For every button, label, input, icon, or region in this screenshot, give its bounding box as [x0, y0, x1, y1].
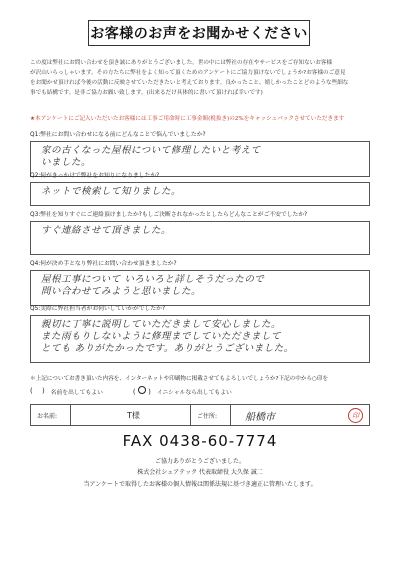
- option-label: 名前を出してもよい: [50, 389, 103, 396]
- empty-choice: ( ): [30, 387, 45, 395]
- question-2: [30, 172, 370, 206]
- name-address-row: [30, 404, 370, 426]
- answer-box: [30, 270, 370, 306]
- seal-stamp-icon: 印: [348, 408, 363, 423]
- answer-box: [30, 182, 370, 206]
- question-5: [30, 305, 370, 363]
- option-label: イニシャルなら出してもよい: [156, 389, 232, 396]
- answer-box: [30, 315, 370, 363]
- name-value: T様: [71, 405, 191, 425]
- answer-line: 親切に丁寧に説明していただきまして安心しました。: [41, 319, 282, 330]
- answer-line: 屋根工事について いろいろと詳しそうだったので: [41, 274, 265, 285]
- answer-line: とても ありがたかったです。ありがとうございました。: [41, 343, 294, 354]
- question-label: Q3:弊社を知りすぐにご連絡頂けましたか?もしご決断されなかったとしたらどんなことがご不安でしたか?: [30, 212, 308, 218]
- address-cell: [231, 405, 369, 425]
- question-label: Q1:弊社にお問い合わせになる前にどんなことで悩んでいましたか?: [30, 132, 206, 138]
- answer-line: ネットで検索して知りました。: [41, 186, 182, 197]
- intro-line: この度は弊社にお問い合わせを頂き誠にありがとうございました。世の中には弊社の存在やサービスをご存知ないお客様: [30, 60, 333, 66]
- intro-line: が沢山いらっしゃいます。その方たちに弊社をよく知って頂くためのアンケートにご協力頂けないでしょうか?お客様のご意見: [30, 70, 346, 76]
- fax-number: FAX 0438-60-7774: [122, 432, 278, 450]
- page-title: お客様のお声をお聞かせください: [88, 20, 310, 46]
- cashback-notice: ★本アンケートにご記入いただいたお客様には工事ご用命時に工事金額(税抜き)の2%をキャッシュバックさせていただきます: [30, 116, 345, 122]
- answer-line: いました。: [41, 157, 92, 168]
- footer-privacy: 当アンケートで取得したお客様の個人情報は関係法規に基づき適正に管理いたします。: [83, 481, 317, 488]
- name-label: お名前:: [31, 405, 71, 425]
- footer-company: 株式会社シェアテック 代表取締役 大久保 誠二: [137, 469, 263, 476]
- option-name-ok[interactable]: [30, 386, 103, 396]
- answer-line: 家の古くなった屋根について修理したいと考えて: [41, 145, 261, 156]
- answer-line: 問い合わせてみようと思いました。: [41, 286, 202, 297]
- selected-choice: ( ): [132, 388, 151, 396]
- option-initial-ok[interactable]: [133, 386, 232, 396]
- address-value: 船橋市: [245, 411, 275, 423]
- footer-thanks: ご協力ありがとうございました。: [154, 458, 245, 465]
- question-label: Q2:何がきっかけで弊社をお知りになりましたか?: [30, 173, 160, 179]
- circle-icon: [138, 386, 146, 394]
- intro-text: [30, 58, 370, 98]
- intro-line: をお聞かせ頂ければ今後の活動に反映させていただきたいと考えております。良かったこと、嬉しかったことどのような些細な: [30, 80, 349, 86]
- publish-options: [30, 386, 370, 396]
- question-label: Q4:何が決め手となり弊社にお問い合わせ頂きましたか?: [30, 261, 177, 267]
- answer-line: また雨もりしないように修理までしていただきまして: [41, 331, 282, 342]
- address-label: ご住所:: [191, 405, 231, 425]
- answer-line: すぐ連絡させて頂きました。: [41, 225, 172, 236]
- intro-line: 事でも結構です。是非ご協力お願い致します。(出来るだけ具体的に書いて頂ければ幸いです): [30, 90, 263, 96]
- answer-box: [30, 221, 370, 255]
- question-1: [30, 131, 370, 177]
- question-3: [30, 211, 370, 255]
- question-4: [30, 260, 370, 306]
- question-label: Q5:実際に弊社担当者がお伺いしていかがでしたか?: [30, 306, 166, 312]
- publish-consent-note: ＊上記についてお書き頂いた内容を、インターネットや印刷物に掲載させてもよろしいでしょうか?下記の中から○印を: [30, 376, 329, 382]
